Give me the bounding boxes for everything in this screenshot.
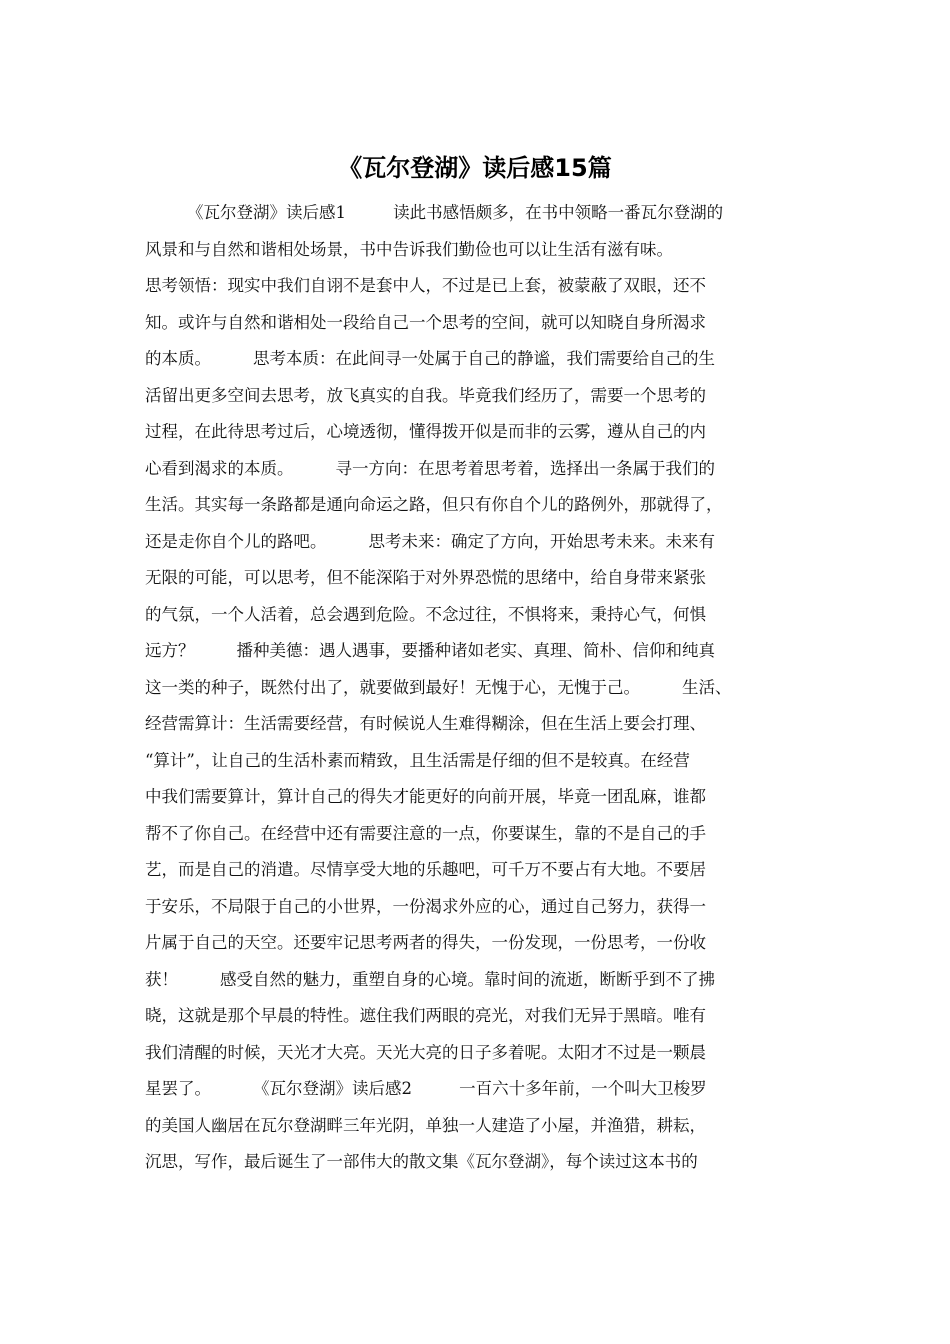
body-line: 思考领悟：现实中我们自诩不是套中人，不过是已上套，被蒙蔽了双眼，还不 [145,276,706,295]
body-line: 星罢了。 《瓦尔登湖》读后感2 一百六十多年前，一个叫大卫梭罗 [145,1079,707,1098]
body-line: 的美国人幽居在瓦尔登湖畔三年光阴，单独一人建造了小屋，并渔猎，耕耘， [145,1115,706,1135]
body-line: 远方？ 播种美德：遇人遇事，要播种诸如老实、真理、简朴、信仰和纯真 [145,641,715,660]
body-line: 风景和与自然和谐相处场景，书中告诉我们勤俭也可以让生活有滋有味。 [145,239,673,259]
body-line: 的本质。 思考本质：在此间寻一处属于自己的静谧，我们需要给自己的生 [145,349,715,368]
body-line: 《瓦尔登湖》读后感1 读此书感悟颇多，在书中领略一番瓦尔登湖的 [145,203,724,222]
body-line: 过程，在此待思考过后，心境透彻，懂得拨开似是而非的云雾，遵从自己的内 [145,422,706,441]
body-line: 的气氛，一个人活着，总会遇到危险。不念过往，不惧将来，秉持心气，何惧 [145,604,706,624]
body-line: 晓，这就是那个早晨的特性。遮住我们两眼的亮光，对我们无异于黑暗。唯有 [145,1006,706,1025]
body-line: 我们清醒的时候，天光才大亮。天光大亮的日子多着呢。太阳才不过是一颗晨 [145,1042,706,1062]
body-line: 还是走你自个儿的路吧。 思考未来：确定了方向，开始思考未来。未来有 [145,531,715,551]
body-line: 这一类的种子，既然付出了，就要做到最好！无愧于心，无愧于己。 生活、 [145,677,732,697]
body-line: 沉思，写作，最后诞生了一部伟大的散文集《瓦尔登湖》，每个读过这本书的 [145,1152,698,1171]
body-line: 无限的可能，可以思考，但不能深陷于对外界恐慌的思绪中，给自身带来紧张 [145,568,706,587]
body-line: 心看到渴求的本质。 寻一方向：在思考着思考着，选择出一条属于我们的 [145,458,715,478]
body-line: 活留出更多空间去思考，放飞真实的自我。毕竟我们经历了，需要一个思考的 [145,385,706,405]
body-line: 知。或许与自然和谐相处一段给自己一个思考的空间，就可以知晓自身所渴求 [145,312,706,332]
body-line: 获！ 感受自然的魅力，重塑自身的心境。靠时间的流逝，断断乎到不了拂 [145,969,715,989]
body-line: 艺，而是自己的消遣。尽情享受大地的乐趣吧，可千万不要占有大地。不要居 [145,860,706,879]
body-line: 生活。其实每一条路都是通向命运之路，但只有你自个儿的路例外，那就得了， [145,495,723,514]
body-line: 于安乐，不局限于自己的小世界，一份渴求外应的心，通过自己努力，获得一 [145,896,706,916]
body-line: 片属于自己的天空。还要牢记思考两者的得失，一份发现，一份思考，一份收 [145,933,706,952]
body-line: 中我们需要算计，算计自己的得失才能更好的向前开展，毕竟一团乱麻，谁都 [145,787,706,806]
body-line: 经营需算计：生活需要经营，有时候说人生难得糊涂，但在生活上要会打理、 [145,714,706,733]
body-line: “算计”，让自己的生活朴素而精致，且生活需是仔细的但不是较真。在经营 [145,750,690,770]
document-body [145,195,815,1181]
body-line: 帮不了你自己。在经营中还有需要注意的一点，你要谋生，靠的不是自己的手 [145,823,706,843]
document-title: 《瓦尔登湖》读后感15篇 [338,154,612,182]
